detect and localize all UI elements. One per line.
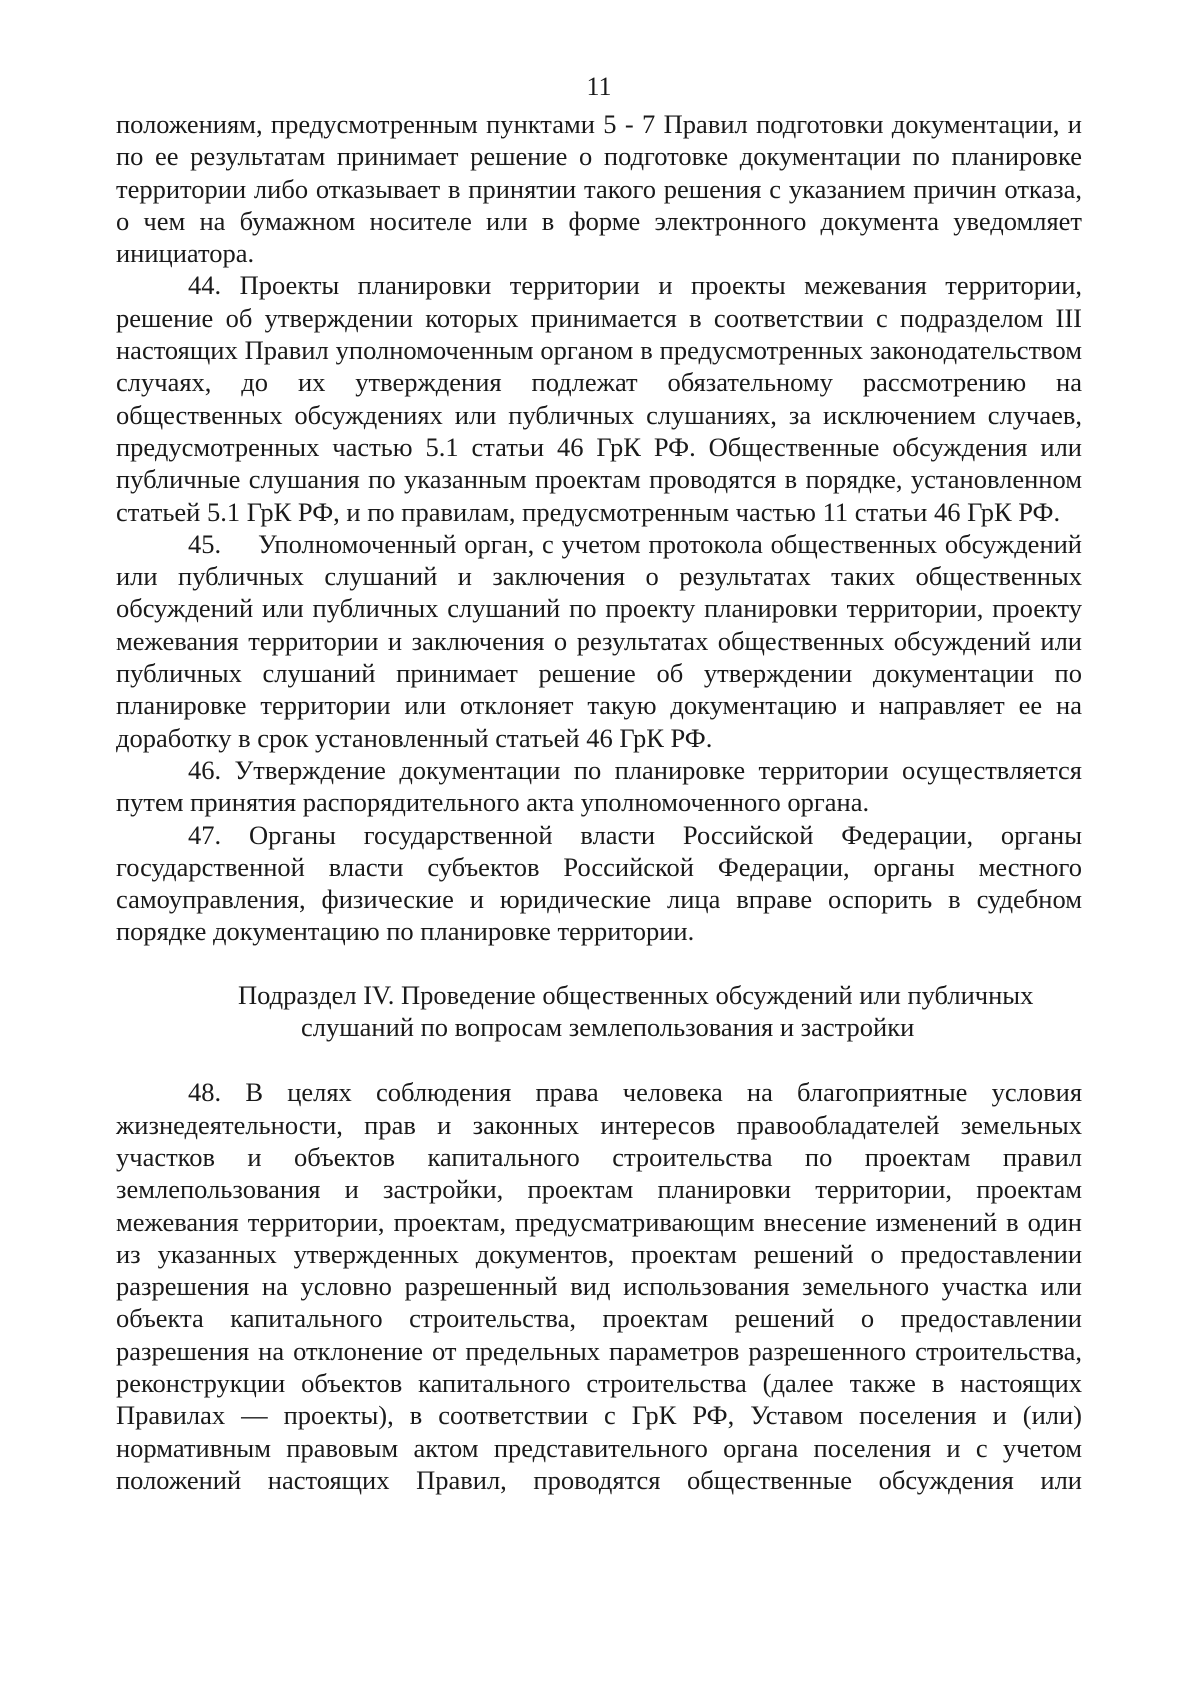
subsection-heading-line: Подраздел IV. Проведение общественных обсуждений или публичных	[238, 979, 1034, 1010]
paragraph-45	[116, 528, 1082, 754]
subsection-heading-line: слушаний по вопросам землепользования и застройки	[301, 1012, 915, 1043]
paragraph-text: Органы государственной власти Российской Федерации, органы государственной власти субъектов Российской Федерации, органы местного самоуправления, физические и юридические лица вправе оспорить в судебном порядке документацию по планировке территории.	[116, 819, 1082, 947]
paragraph-text: В целях соблюдения права человека на благоприятные условия жизнедеятельности, прав и законных интересов правообладателей земельных участков и объектов капитального строительства по проектам правил землепользования и застройки, проектам планировки территории, проектам межевания территории, проектам, предусматривающим внесение изменений в один из указанных утвержденных документов, проектам решений о предоставлении разрешения на условно разрешенный вид использования земельного участка или объекта капитального строительства, проектам решений о предоставлении разрешения на отклонение от предельных параметров разрешенного строительства, реконструкции объектов капитального строительства (далее также в настоящих Правилах — проекты), в соответствии с ГрК РФ, Уставом поселения и (или) нормативным правовым актом представительного органа поселения и с учетом положений настоящих Правил, проводятся общественные обсуждения или	[116, 1077, 1083, 1495]
paragraph-number: 46.	[188, 754, 222, 785]
paragraph-46	[116, 754, 1082, 819]
paragraph-text: Уполномоченный орган, с учетом протокола общественных обсуждений или публичных слушаний и заключения о результатах таких общественных обсуждений или публичных слушаний по проекту планировки территории, проекту межевания территории и заключения о результатах общественных обсуждений или публичных слушаний принимает решение об утверждении документации по планировке территории или отклоняет такую документацию и направляет ее на доработку в срок установленный статьей 46 ГрК РФ.	[116, 528, 1082, 753]
paragraph-text: положениям, предусмотренным пунктами 5 - 7 Правил подготовки документации, и по ее результатам принимает решение о подготовке документации по планировке территории либо отказывает в принятии такого решения с указанием причин отказа, о чем на бумажном носителе или в форме электронного документа уведомляет инициатора.	[116, 109, 1082, 269]
paragraph-number: 47.	[188, 819, 222, 850]
paragraph-48	[116, 1076, 1082, 1496]
paragraph-text: Проекты планировки территории и проекты межевания территории, решение об утверждении которых принимается в соответствии с подразделом III настоящих Правил уполномоченным органом в предусмотренных законодательством случаях, до их утверждения подлежат обязательному рассмотрению на общественных обсуждениях или публичных слушаниях, за исключением случаев, предусмотренных частью 5.1 статьи 46 ГрК РФ. Общественные обсуждения или публичные слушания по указанным проектам проводятся в порядке, установленном статьей 5.1 ГрК РФ, и по правилам, предусмотренным частью 11 статьи 46 ГрК РФ.	[116, 270, 1083, 527]
paragraph-text: Утверждение документации по планировке территории осуществляется путем принятия распорядительного акта уполномоченного органа.	[116, 754, 1082, 818]
paragraph-number: 45.	[188, 528, 222, 559]
paragraph-number: 44.	[188, 270, 222, 301]
paragraph-47	[116, 819, 1082, 948]
page-number: 11	[586, 72, 612, 101]
paragraph-number: 48.	[188, 1077, 222, 1108]
subsection-heading	[116, 979, 1082, 1044]
paragraph-44	[116, 269, 1082, 527]
paragraph-continuation	[116, 108, 1082, 269]
document-page	[116, 72, 1082, 1496]
